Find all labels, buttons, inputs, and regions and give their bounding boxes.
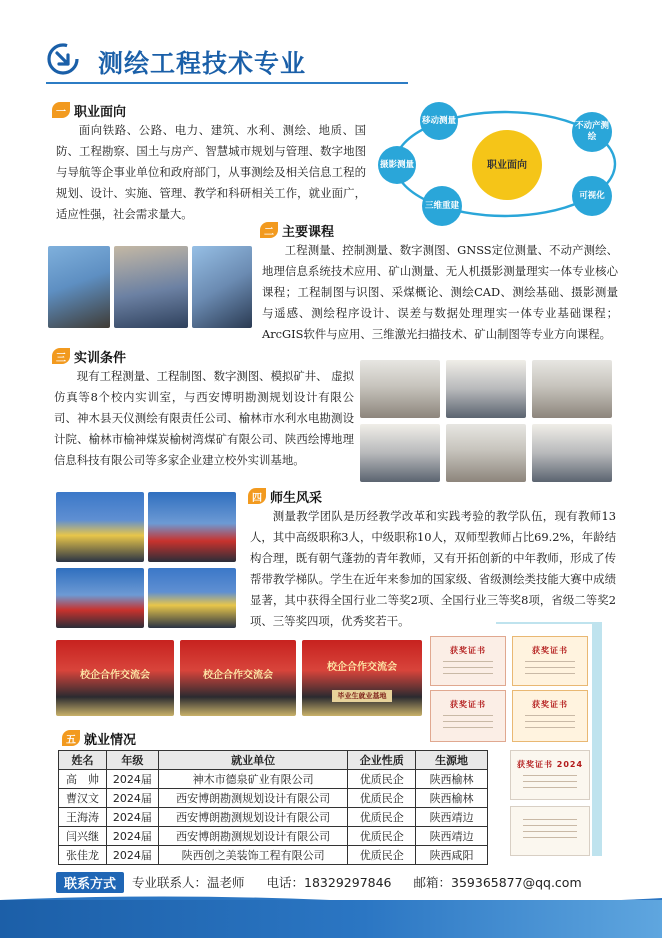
certificate-title: 获奖证书 2024 bbox=[516, 760, 584, 769]
table-cell: 优质民企 bbox=[348, 808, 416, 827]
table-cell: 陕西榆林 bbox=[416, 789, 488, 808]
contact-phone[interactable]: 电话：18329297846 bbox=[266, 875, 392, 890]
photo-lab bbox=[446, 360, 526, 418]
section-number: 一 bbox=[52, 102, 70, 118]
diagram-node: 摄影测量 bbox=[378, 146, 416, 184]
diagram-node: 移动测量 bbox=[420, 102, 458, 140]
column-header: 企业性质 bbox=[348, 751, 416, 770]
footer-bar bbox=[0, 900, 662, 938]
diagram-node: 三维重建 bbox=[422, 186, 462, 226]
photo-exchange bbox=[180, 640, 296, 716]
table-cell: 西安博朗勘测规划设计有限公司 bbox=[158, 827, 347, 846]
column-header: 生源地 bbox=[416, 751, 488, 770]
column-header: 姓名 bbox=[59, 751, 107, 770]
table-row bbox=[59, 770, 488, 789]
section-number: 三 bbox=[52, 348, 70, 364]
certificate bbox=[510, 806, 590, 856]
table-cell: 神木市德泉矿业有限公司 bbox=[158, 770, 347, 789]
table-row bbox=[59, 827, 488, 846]
table-cell: 2024届 bbox=[106, 808, 158, 827]
certificate-title: 获奖证书 bbox=[450, 646, 486, 655]
section-label: 实训条件 bbox=[74, 350, 127, 366]
photo-lab bbox=[532, 424, 612, 482]
table-cell: 陕西咸阳 bbox=[416, 846, 488, 865]
table-cell: 王海涛 bbox=[59, 808, 107, 827]
career-text: 面向铁路、公路、电力、建筑、水利、测绘、地质、国防、工程勘察、国土与房产、智慧城市规划与管理、数字地图与导航等企事业单位和政府部门，从事测绘及相关信息工程的规划、设计、实施、管理、教学和科研相关工作，就业面广，适应性强，社会需求量大。 bbox=[56, 123, 366, 221]
table-row bbox=[59, 789, 488, 808]
title-underline bbox=[46, 82, 408, 84]
page-title: 测绘工程技术专业 bbox=[98, 49, 307, 78]
table-cell: 优质民企 bbox=[348, 846, 416, 865]
section-label: 职业面向 bbox=[74, 104, 127, 120]
certificate bbox=[512, 690, 588, 742]
training-text: 现有工程测量、工程制图、数字测图、模拟矿井、 虚拟仿真等8个校内实训室，与西安博明勘测规划设计有限公司、神木县天仪测绘有限责任公司、榆林市水利水电勘测设计院、榆林市榆神煤炭榆树湾煤矿有限公司、陕西绘博地理信息科技有限公司等多家企业建立校外实训基地。 bbox=[54, 369, 354, 467]
section-career-header bbox=[52, 100, 126, 120]
certificate-title: 获奖证书 bbox=[450, 700, 486, 709]
table-cell: 优质民企 bbox=[348, 827, 416, 846]
table-cell: 2024届 bbox=[106, 770, 158, 789]
table-cell: 陕西靖边 bbox=[416, 827, 488, 846]
column-header: 就业单位 bbox=[158, 751, 347, 770]
table-cell: 西安博朗勘测规划设计有限公司 bbox=[158, 808, 347, 827]
decor-bar bbox=[592, 622, 602, 856]
photo-banner: 校企合作交流会 bbox=[80, 670, 150, 681]
photo-lab bbox=[446, 424, 526, 482]
courses-text: 工程测量、控制测量、数字测图、GNSS定位测量、不动产测绘、地理信息系统技术应用、矿山测量、无人机摄影测量理实一体专业核心课程；工程制图与识图、采煤概论、测绘CAD、测绘基础、摄影测量与遥感、测绘程序设计、误差与数据处理理实一体专业基础课程；ArcGIS软件与应用、三维激光扫描技术、矿山制图等专业方向课程。 bbox=[262, 243, 618, 341]
diagram-node: 可视化 bbox=[572, 176, 612, 216]
section-number: 五 bbox=[62, 730, 80, 746]
table-cell: 优质民企 bbox=[348, 789, 416, 808]
photo-survey-team bbox=[114, 246, 188, 328]
table-row bbox=[59, 846, 488, 865]
contact-email[interactable]: 邮箱：359365877@qq.com bbox=[413, 875, 582, 890]
certificate bbox=[430, 690, 506, 742]
section-courses-header bbox=[260, 220, 334, 240]
table-cell: 高 帅 bbox=[59, 770, 107, 789]
arrow-circle-icon bbox=[46, 42, 80, 76]
table-cell: 2024届 bbox=[106, 789, 158, 808]
section-label: 师生风采 bbox=[270, 490, 323, 506]
table-header-row bbox=[59, 751, 488, 770]
contact-person: 专业联系人：温老师 bbox=[132, 875, 245, 890]
photo-team-competition bbox=[148, 568, 236, 628]
section-employment-header bbox=[62, 728, 136, 748]
table-cell: 陕西靖边 bbox=[416, 808, 488, 827]
photo-team-competition bbox=[56, 568, 144, 628]
photo-banner: 校企合作交流会 bbox=[203, 670, 273, 681]
column-header: 年级 bbox=[106, 751, 158, 770]
photo-banner: 校企合作交流会 bbox=[327, 662, 397, 673]
photo-survey-instrument bbox=[192, 246, 252, 328]
photo-lab bbox=[360, 424, 440, 482]
photo-survey-field bbox=[48, 246, 110, 328]
photo-team-competition bbox=[56, 492, 144, 562]
table-cell: 西安博朗勘测规划设计有限公司 bbox=[158, 789, 347, 808]
faculty-text: 测量教学团队是历经教学改革和实践考验的教学队伍，现有教师13人，其中高级职称3人，中级职称10人，双师型教师占比69.2%，年龄结构合理，既有朝气蓬勃的青年教师，又有开拓创新的中年教师，形成了传帮带教学梯队。学生在近年来参加的国家级、省级测绘类技能大赛中成绩显著，其中获得全国行业二等奖2项、全国行业三等奖8项，省级二等奖2项、三等奖四项，优秀奖若干。 bbox=[250, 509, 616, 628]
section-faculty-header bbox=[248, 486, 322, 506]
diagram-center: 职业面向 bbox=[472, 130, 542, 200]
certificate-title: 获奖证书 bbox=[532, 700, 568, 709]
diagram-node: 不动产测绘 bbox=[572, 112, 612, 152]
photo-team-competition bbox=[148, 492, 236, 562]
photo-exchange bbox=[302, 640, 422, 716]
decor-rule bbox=[496, 622, 602, 624]
table-cell: 2024届 bbox=[106, 827, 158, 846]
section-training-header bbox=[52, 346, 126, 366]
table-row bbox=[59, 808, 488, 827]
section-number: 四 bbox=[248, 488, 266, 504]
table-cell: 陕西榆林 bbox=[416, 770, 488, 789]
photo-exchange bbox=[56, 640, 174, 716]
certificate bbox=[512, 636, 588, 686]
employment-table bbox=[58, 750, 488, 865]
page-header bbox=[46, 38, 646, 86]
table-cell: 优质民企 bbox=[348, 770, 416, 789]
section-label: 就业情况 bbox=[84, 732, 137, 748]
photo-lab bbox=[532, 360, 612, 418]
certificate-title: 获奖证书 bbox=[532, 646, 568, 655]
photo-lab bbox=[360, 360, 440, 418]
table-cell: 陕西创之美装饰工程有限公司 bbox=[158, 846, 347, 865]
section-label: 主要课程 bbox=[282, 224, 335, 240]
plaque: 毕业生就业基地 bbox=[332, 690, 392, 702]
table-cell: 2024届 bbox=[106, 846, 158, 865]
table-cell: 闫兴继 bbox=[59, 827, 107, 846]
certificate bbox=[430, 636, 506, 686]
career-diagram bbox=[368, 100, 642, 232]
contact-badge: 联系方式 bbox=[56, 872, 124, 893]
table-cell: 曹汉文 bbox=[59, 789, 107, 808]
contact-bar bbox=[56, 872, 582, 892]
certificate bbox=[510, 750, 590, 800]
table-cell: 张佳龙 bbox=[59, 846, 107, 865]
section-number: 二 bbox=[260, 222, 278, 238]
